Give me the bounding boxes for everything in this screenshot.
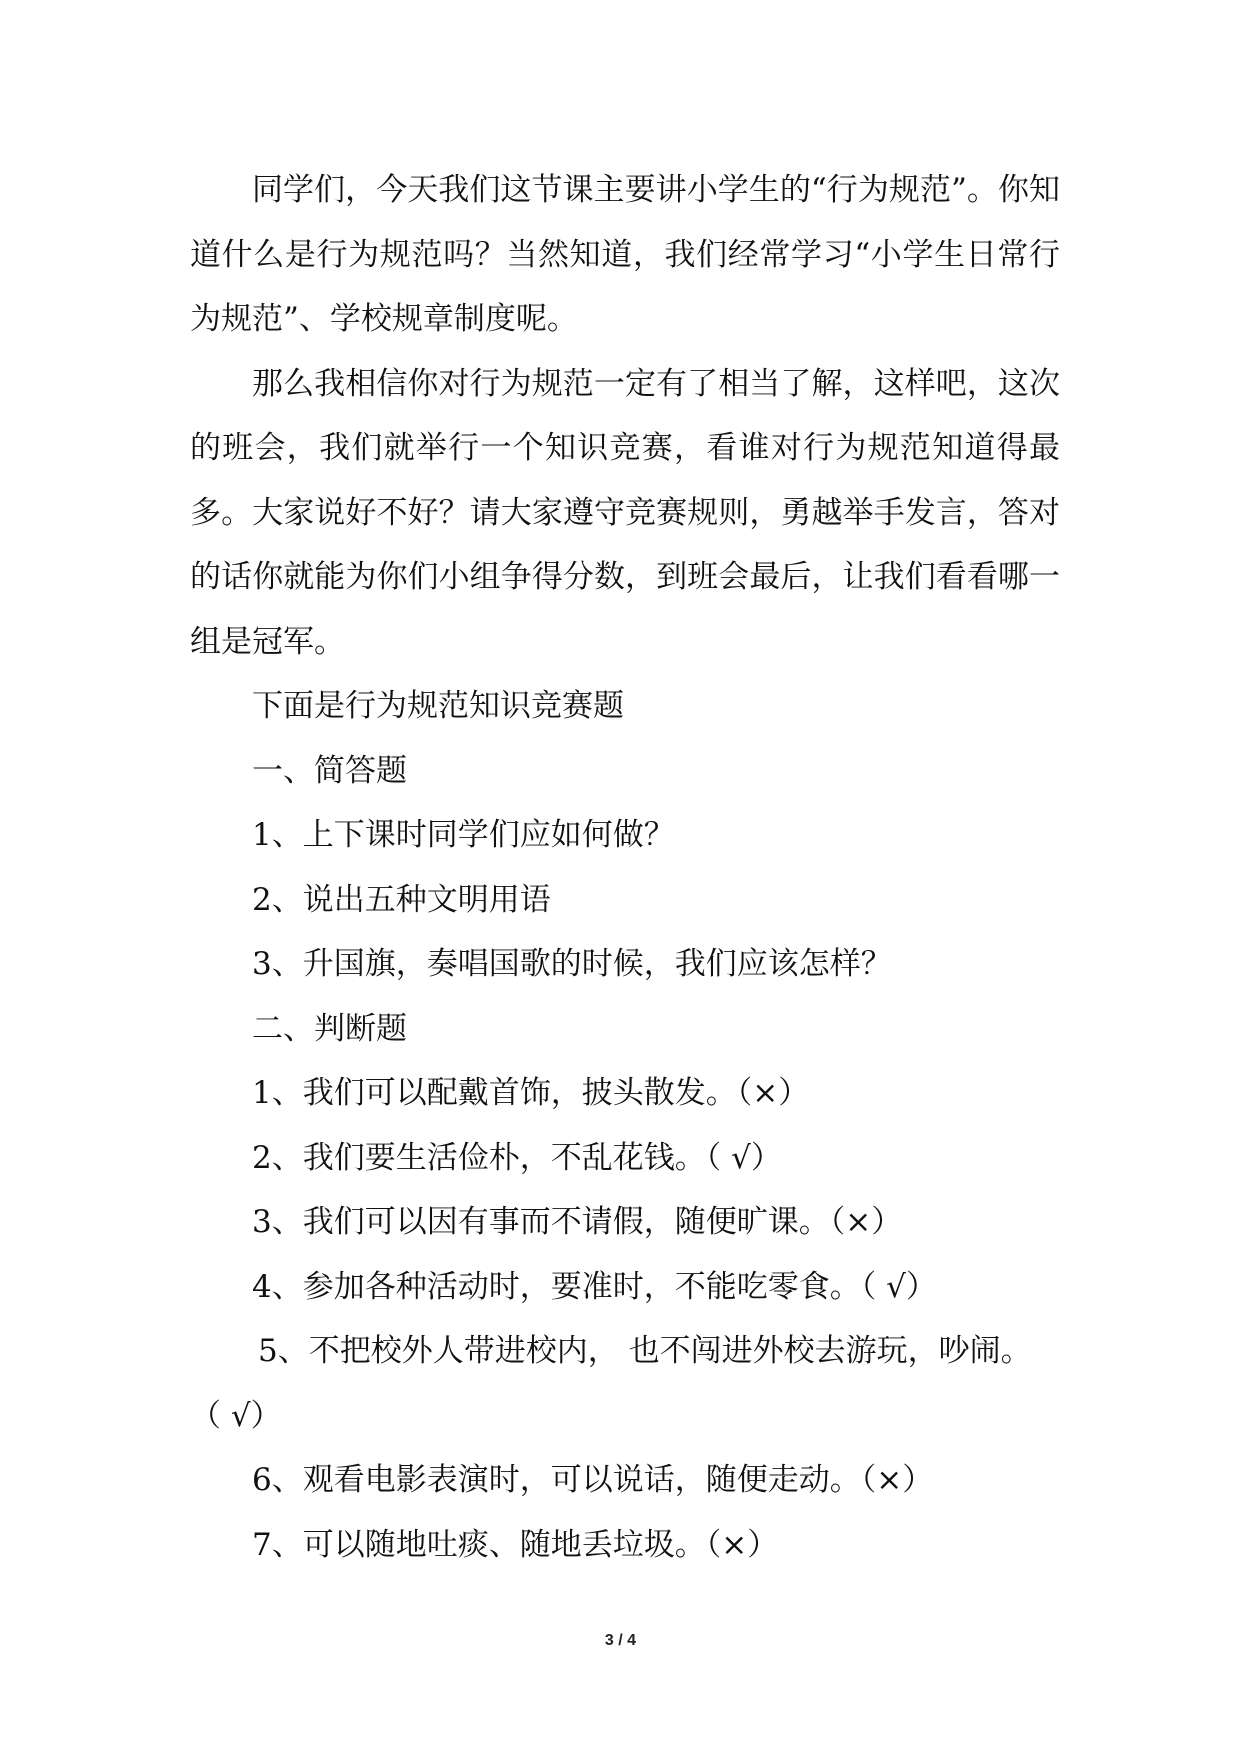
true-false-question: 4、参加各种活动时，要准时，不能吃零食。（ √） — [252, 1268, 937, 1305]
quiz-intro: 下面是行为规范知识竞赛题 — [252, 688, 624, 724]
question-answer-mark: （ √） — [190, 1397, 282, 1434]
document-body — [190, 158, 1060, 1577]
paragraph-competition-intro: 那么我相信你对行为规范一定有了相当了解，这样吧，这次的班会，我们就举行一个知识竞赛，看谁对行为规范知道得最多。大家说好不好？请大家遵守竞赛规则，勇越举手发言，答对的话你就能为你们小组争得分数，到班会最后，让我们看看哪一组是冠军。 — [190, 365, 1060, 660]
section-heading-short-answer: 一、简答题 — [252, 752, 407, 789]
paragraph-greeting: 同学们，今天我们这节课主要讲小学生的“行为规范”。你知道什么是行为规范吗？当然知道，我们经常学习“小学生日常行为规范”、学校规章制度呢。 — [190, 172, 1060, 337]
short-answer-question: 1、上下课时同学们应如何做？ — [252, 817, 675, 853]
true-false-question: 3、我们可以因有事而不请假，随便旷课。（×） — [252, 1204, 903, 1240]
true-false-question: 1、我们可以配戴首饰，披头散发。（×） — [252, 1075, 810, 1111]
true-false-question: 7、可以随地吐痰、随地丢垃圾。（×） — [252, 1526, 779, 1563]
true-false-question — [190, 1319, 1060, 1448]
short-answer-question: 3、升国旗，奏唱国歌的时候，我们应该怎样？ — [252, 946, 892, 982]
short-answer-question: 2、说出五种文明用语 — [252, 881, 551, 918]
question-text: 5、不把校外人带进校内， 也不闯进外校去游玩，吵闹。 — [258, 1333, 1032, 1369]
section-heading-true-false: 二、判断题 — [252, 1010, 407, 1047]
true-false-question: 2、我们要生活俭朴，不乱花钱。（ √） — [252, 1139, 782, 1176]
true-false-question: 6、观看电影表演时，可以说话，随便走动。（×） — [252, 1462, 934, 1498]
page-number: 3 / 4 — [604, 1632, 637, 1649]
